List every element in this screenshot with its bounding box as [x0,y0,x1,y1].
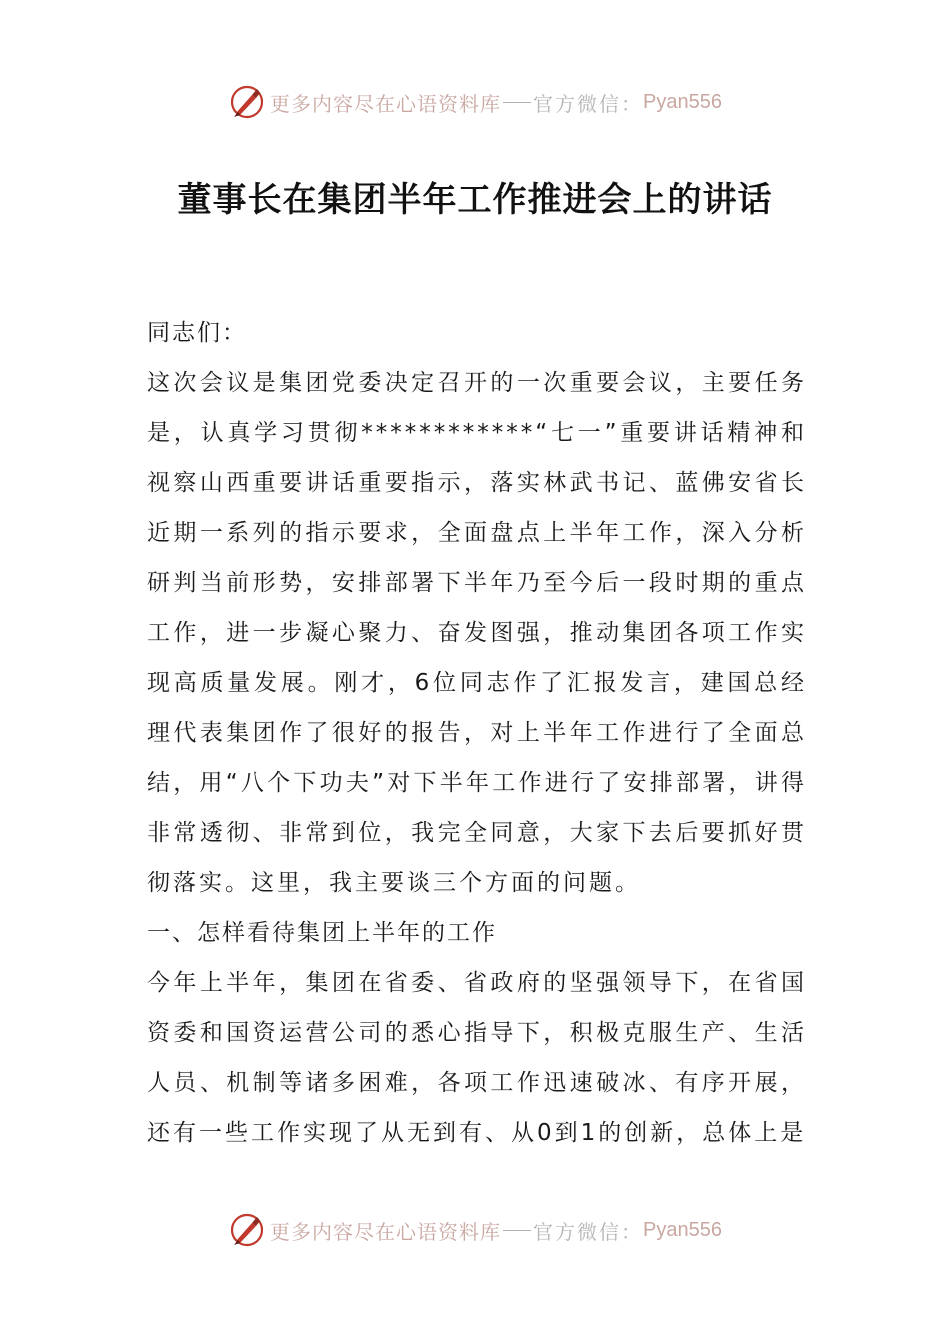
watermark-wechat-id: Pyan556 [643,90,722,113]
section-heading-1: 一、怎样看待集团上半年的工作 [147,920,497,946]
paragraph-2: 今年上半年，集团在省委、省政府的坚强领导下，在省国资委和国资运营公司的悉心指导下，积极克服生产、生活人员、机制等诸多困难，各项工作迅速破冰、有序开展，还有一些工作实现了从无到有、从0到1的创新，总体上是 [147,970,807,1146]
watermark-dash [503,102,531,103]
document-title: 董事长在集团半年工作推进会上的讲话 [177,180,773,220]
watermark-site-text: 更多内容尽在心语资料库 [270,1219,502,1244]
watermark-banner-top [0,80,950,124]
paragraph-1: 这次会议是集团党委决定召开的一次重要会议，主要任务是，认真学习贯彻************“七一”重要讲话精神和视察山西重要讲话重要指示，落实林武书记、蓝佛安省长近期一系列的指示要求，全面盘点上半年工作，深入分析研判当前形势，安排部署下半年乃至今后一段时期的重点工作，进一步凝心聚力、奋发图强，推动集团各项工作实现高质量发展。刚才，6位同志作了汇报发言，建国总经理代表集团作了很好的报告，对上半年工作进行了全面总结，用“八个下功夫”对下半年工作进行了安排部署，讲得非常透彻、非常到位，我完全同意，大家下去后要抓好贯彻落实。这里，我主要谈三个方面的问题。 [147,370,807,896]
watermark-official-label: 官方微信： [533,1219,644,1244]
watermark-wechat-id: Pyan556 [643,1218,722,1241]
pen-logo-icon [228,83,266,121]
salutation: 同志们： [147,320,247,346]
watermark-official-label: 官方微信： [533,91,644,116]
watermark-site-text: 更多内容尽在心语资料库 [270,91,502,116]
pen-logo-icon [228,1211,266,1249]
watermark-dash [503,1230,531,1231]
document-body [147,308,807,1158]
watermark-banner-bottom [0,1208,950,1252]
